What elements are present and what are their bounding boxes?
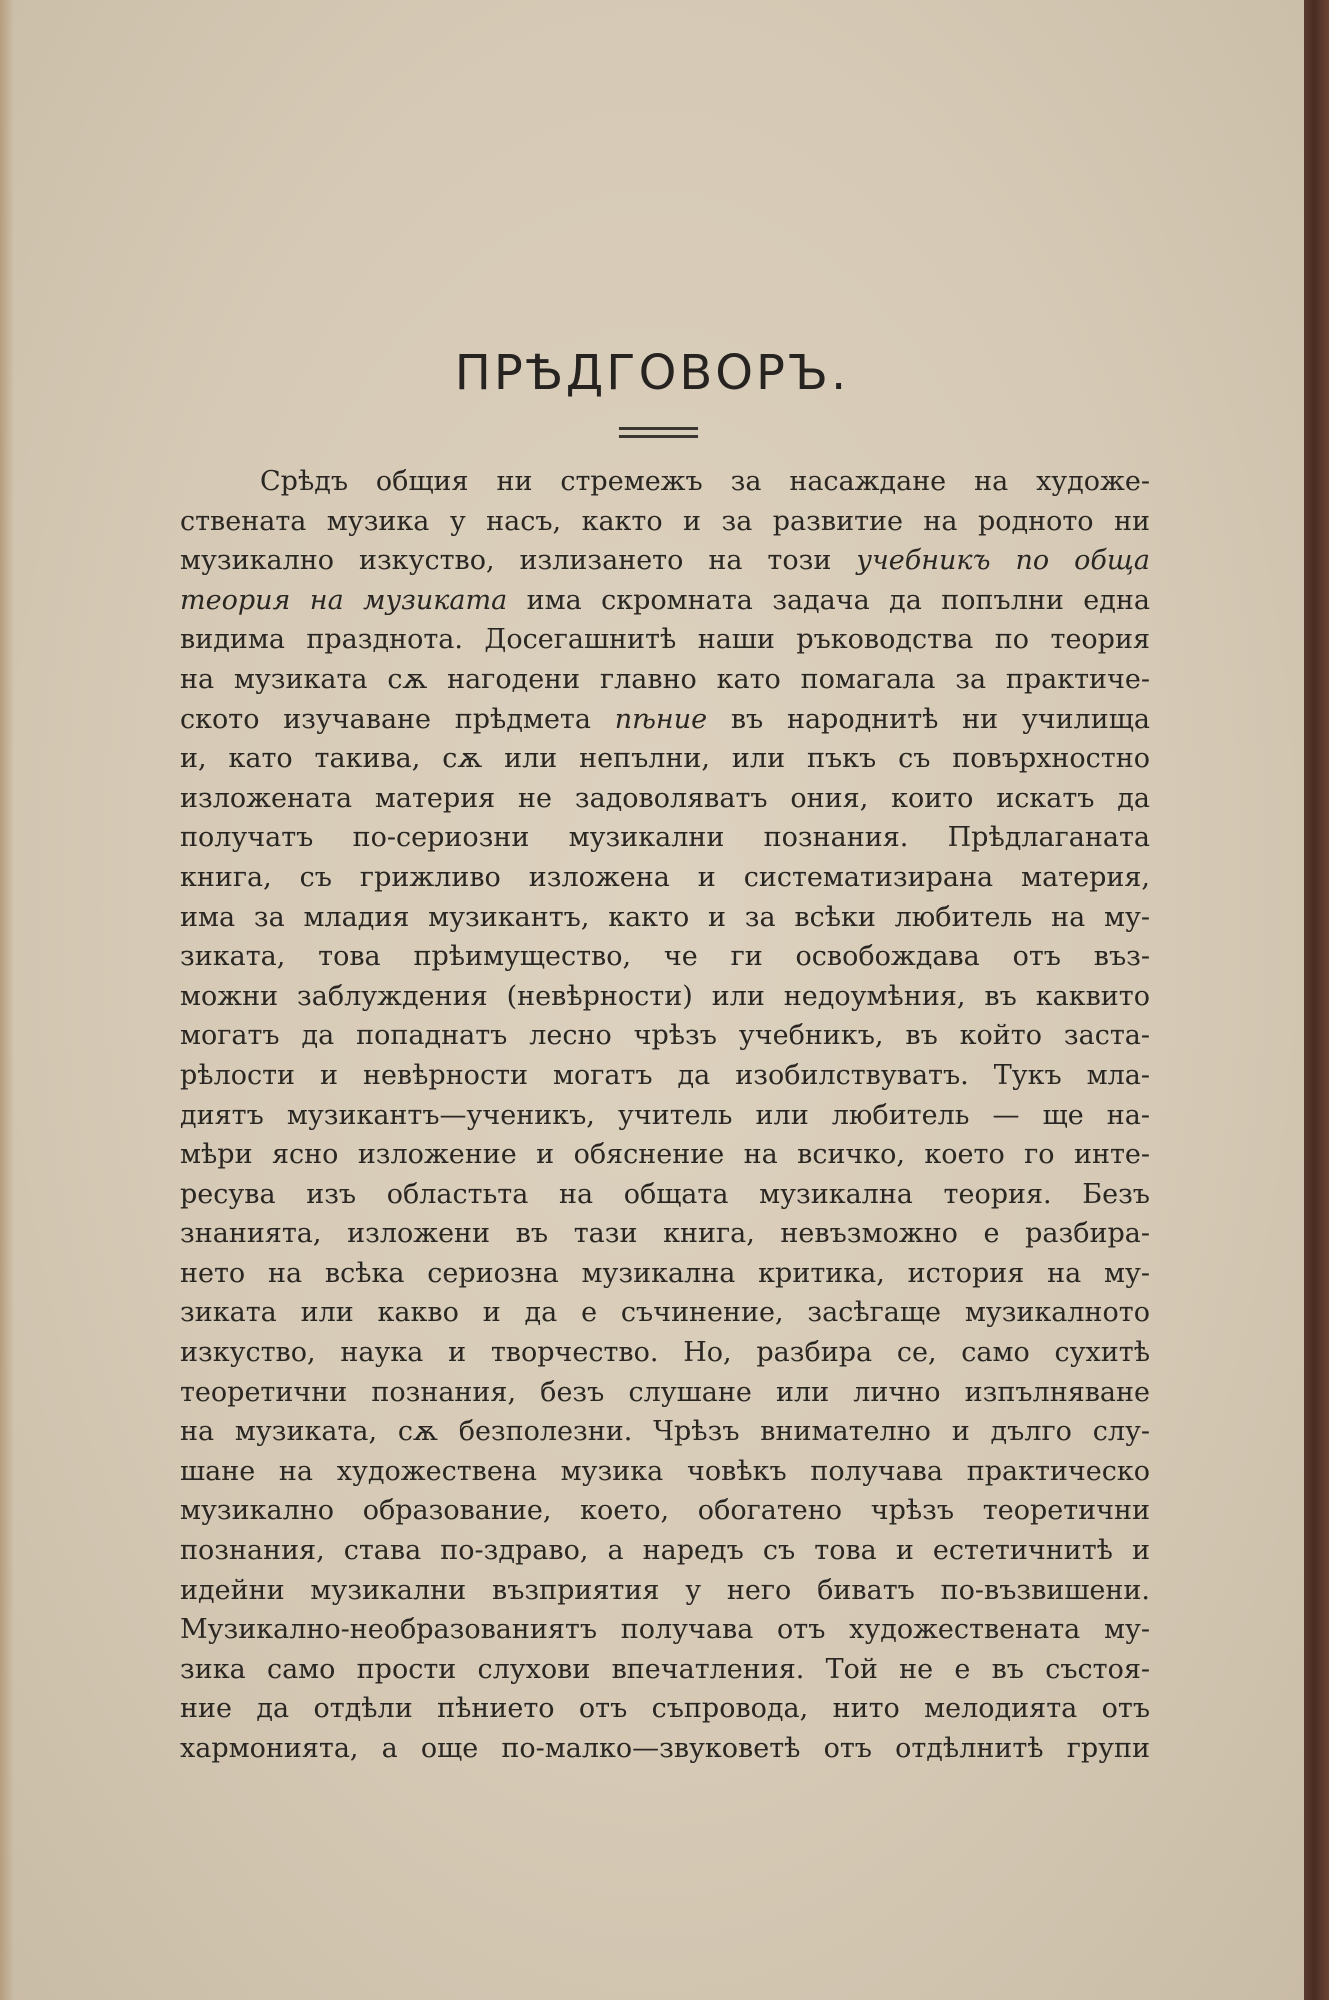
title-rule-lower (619, 435, 698, 438)
page-edge-stain (0, 0, 14, 2000)
text-line: хармонията, а още по-малко—звуковетѣ отъ отдѣлнитѣ групи (180, 1733, 1150, 1764)
text-line: можни заблуждения (невѣрности) или недоумѣния, въ каквито (180, 980, 1150, 1012)
page-title: ПРѢДГОВОРЪ. (454, 345, 850, 401)
text-line: изкуство, наука и творчество. Но, разбира се, само сухитѣ (180, 1337, 1150, 1369)
text-line: зиката, това прѣимущество, че ги освобождава отъ въз- (180, 941, 1150, 973)
text-line: зиката или какво и да е съчинение, засѣгаще музикалното (180, 1297, 1150, 1329)
text-line: и, като такива, сѫ или непълни, или пъкъ съ повърхностно (180, 743, 1150, 775)
text-line: ствената музика у насъ, както и за развитие на родното ни (180, 505, 1150, 537)
title-rule-upper (619, 427, 698, 430)
text-line: шане на художествена музика човѣкъ получава практическо (180, 1455, 1150, 1487)
text-line: нето на всѣка сериозна музикална критика, история на му- (180, 1257, 1150, 1289)
text-line: книга, съ грижливо изложена и систематизирана материя, (180, 861, 1150, 893)
text-line: получатъ по-сериозни музикални познания. Прѣдлаганата (180, 822, 1150, 854)
text-line: могатъ да попаднатъ лесно чрѣзъ учебникъ, въ който заста- (180, 1020, 1150, 1052)
italic-phrase: учебникъ по обща (856, 545, 1150, 577)
text-line: мѣри ясно изложение и обяснение на всичко, което го инте- (180, 1139, 1150, 1171)
text-line: на музиката сѫ нагодени главно като помагала за практиче- (180, 663, 1150, 695)
text-line: изложената материя не задоволяватъ ония, които искатъ да (180, 782, 1150, 814)
text-line: идейни музикални възприятия у него биватъ по-възвишени. (180, 1574, 1150, 1606)
text-line: диятъ музикантъ—ученикъ, учитель или любитель — ще на- (180, 1099, 1150, 1131)
text-line: зика само прости слухови впечатления. Той не е въ състоя- (180, 1653, 1150, 1685)
italic-phrase: пѣние (614, 703, 708, 735)
text-line: Срѣдъ общия ни стремежъ за насаждане на художе- (260, 466, 1150, 497)
text-line: рѣлости и невѣрности могатъ да изобилствуватъ. Тукъ мла- (180, 1059, 1150, 1091)
text-line: теория на музиката има скромната задача да попълни една (180, 584, 1150, 616)
text-line: знанията, изложени въ тази книга, невъзможно е разбира- (180, 1218, 1150, 1250)
text-line: ние да отдѣли пѣнието отъ съпровода, нито мелодията отъ (180, 1693, 1150, 1725)
text-line: ресува изъ областьта на общата музикална теория. Безъ (180, 1178, 1150, 1210)
text-line: музикално образование, което, обогатено чрѣзъ теоретични (180, 1495, 1150, 1527)
text-line: познания, става по-здраво, а наредъ съ това и естетичнитѣ и (180, 1535, 1150, 1567)
text-line: теоретични познания, безъ слушане или лично изпълняване (180, 1376, 1150, 1408)
text-line: музикално изкуство, излизането на този учебникъ по обща (180, 545, 1150, 577)
text-line: има за младия музикантъ, както и за всѣки любитель на му- (180, 901, 1150, 933)
text-line: видима празднота. Досегашнитѣ наши ръководства по теория (180, 624, 1150, 656)
italic-phrase: теория на музиката (180, 584, 508, 616)
text-line: на музиката, сѫ безполезни. Чрѣзъ внимателно и дълго слу- (180, 1416, 1150, 1448)
text-line: Музикално-необразованиятъ получава отъ художествената му- (180, 1614, 1150, 1646)
book-spine (1304, 0, 1329, 2000)
preface-body (180, 462, 1150, 1769)
text-line: ското изучаване прѣдмета пѣние въ народнитѣ ни училища (180, 703, 1150, 735)
